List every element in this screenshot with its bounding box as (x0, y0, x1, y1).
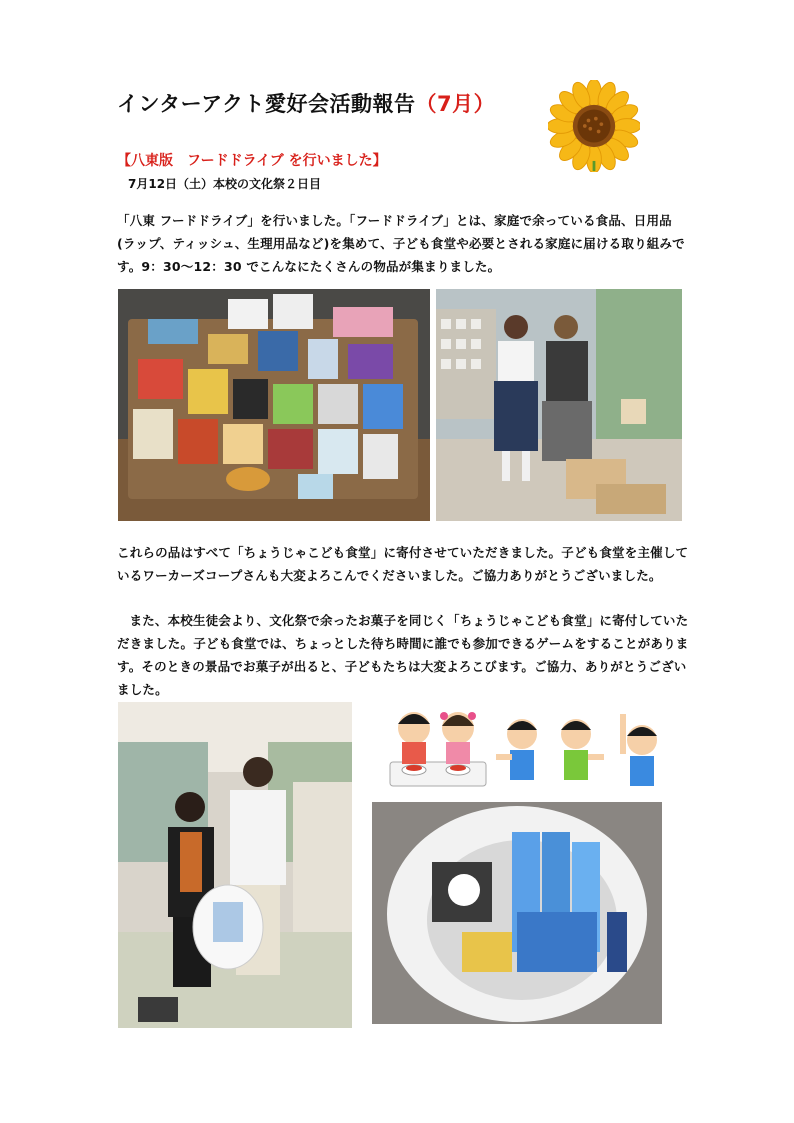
collected-goods-photo (118, 289, 430, 521)
children-eating-illustration (384, 700, 674, 792)
intro-paragraph: 「八東 フードドライブ」を行いました。「フードドライブ」とは、家庭で余っている食品、日用品(ラップ、ティッシュ、生理用品など)を集めて、子ども食堂や必要とされる家庭に届ける取り組みです。9：30～12：30 でこんなにたくさんの物品が集まりました。 (117, 213, 685, 274)
event-date: 7月12日（土）本校の文化祭２日目 (128, 177, 322, 191)
handover-photo (118, 702, 352, 1028)
children-playing-illustration (492, 700, 672, 792)
student-council-paragraph: また、本校生徒会より、文化祭で余ったお菓子を同じく「ちょうじゃこども食堂」に寄付していただきました。子ども食堂では、ちょっとした待ち時間に誰でも参加できるゲームをすることがあります。そのときの景品でお菓子が出ると、子どもたちは大変よろこびます。ご協力、ありがとうございました。 (117, 613, 689, 697)
title-main: インターアクト愛好会活動報告 (117, 92, 416, 116)
section-heading: 【八東版 フードドライブ を行いました】 (117, 153, 387, 169)
sunflower-icon (548, 80, 640, 172)
donation-paragraph: これらの品はすべて「ちょうじゃこども食堂」に寄付させていただきました。子ども食堂を主催しているワーカーズコープさんも大変よろこんでくださいました。ご協力ありがとうございました。 (117, 545, 689, 583)
entrance-volunteers-photo (436, 289, 682, 521)
title-month: （7月） (415, 92, 496, 116)
sweets-bag-photo (372, 802, 662, 1024)
page-title (117, 88, 495, 118)
